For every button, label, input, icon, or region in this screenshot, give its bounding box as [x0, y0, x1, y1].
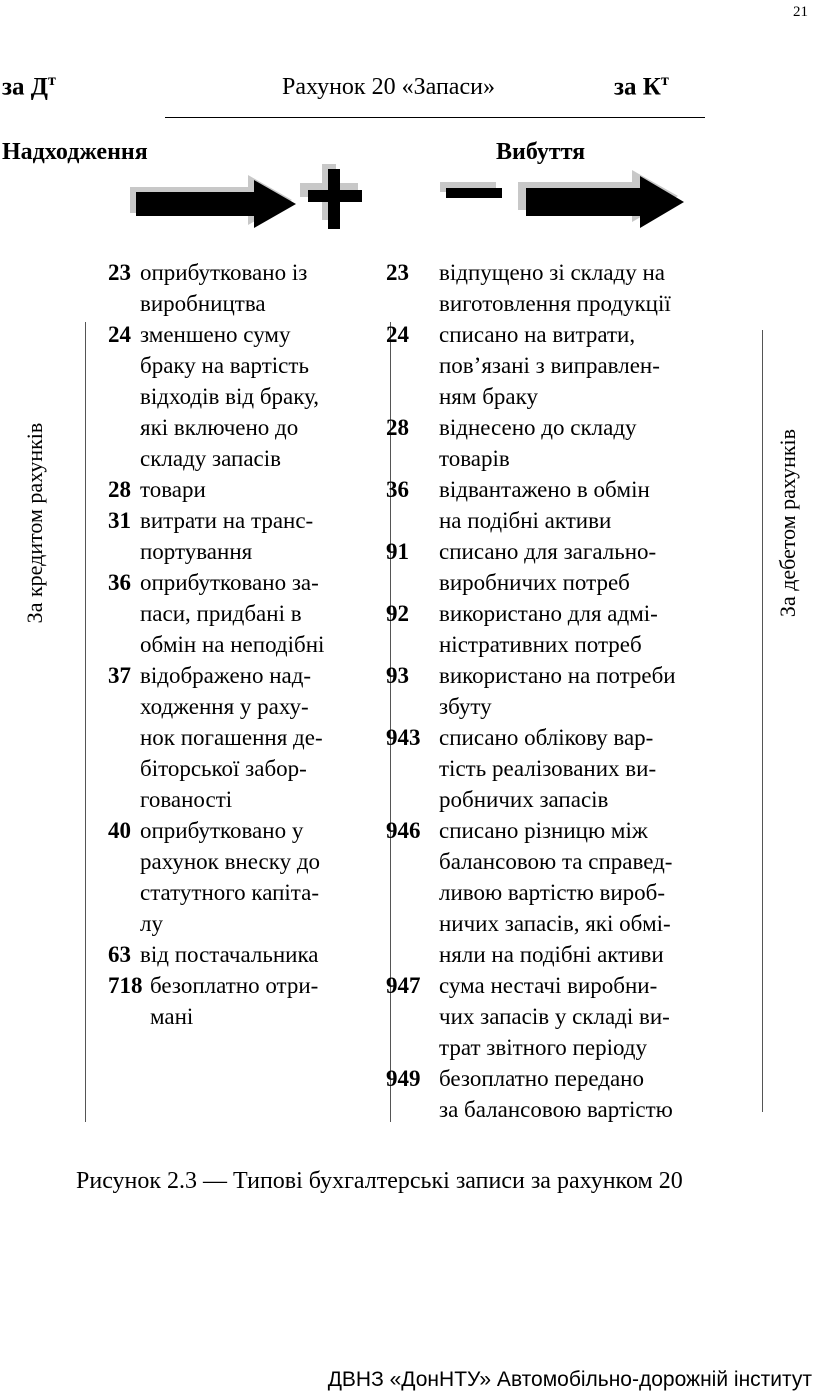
entry-line: ням браку	[439, 384, 538, 409]
entry-text	[386, 598, 746, 660]
entry-line: відпущено зі складу на	[439, 260, 666, 285]
entry-text	[386, 257, 746, 319]
entry-row	[386, 536, 746, 598]
entry-row	[386, 970, 746, 1063]
entry-line: на подібні активи	[439, 508, 612, 533]
account-number: 23	[386, 260, 409, 285]
account-number: 36	[386, 477, 409, 502]
entry-line: виготовлення продукції	[439, 291, 671, 316]
account-number: 92	[386, 601, 409, 626]
right-side-label: За дебетом рахунків	[775, 428, 800, 618]
entry-line: няли на подібні активи	[439, 942, 664, 967]
left-arrow-icon	[130, 175, 296, 228]
entry-line: безоплатно передано	[439, 1066, 644, 1091]
entry-row	[386, 722, 746, 815]
entry-text	[108, 970, 378, 1032]
entry-line: сума нестачі виробни-	[439, 973, 658, 998]
entry-line: за балансовою вартістю	[439, 1097, 673, 1122]
entry-row	[386, 598, 746, 660]
entry-line: браку на вартість	[140, 353, 309, 378]
entry-line: паси, придбані в	[140, 601, 302, 626]
entry-line: ничих запасів, які обмі-	[439, 911, 671, 936]
entry-text	[386, 970, 746, 1063]
entry-row	[108, 257, 378, 319]
entry-line: обмін на неподібні	[140, 632, 325, 657]
entry-line: балансовою та справед-	[439, 849, 673, 874]
entry-line: використано на потреби	[439, 663, 676, 688]
entry-row	[108, 939, 378, 970]
entry-text	[386, 1063, 746, 1125]
left-side-label: За кредитом рахунків	[22, 422, 47, 624]
entry-row	[386, 319, 746, 412]
entry-line: відходів від браку,	[140, 384, 320, 409]
entry-line: збуту	[439, 694, 492, 719]
entry-line: списано різницю між	[439, 818, 648, 843]
account-number: 40	[108, 818, 131, 843]
entry-row	[108, 505, 378, 567]
account-number: 23	[108, 260, 131, 285]
account-title: Рахунок 20 «Запаси»	[282, 74, 495, 100]
account-number: 63	[108, 942, 131, 967]
entry-line: лу	[140, 911, 163, 936]
entry-line: рахунок внеску до	[140, 849, 321, 874]
account-number: 946	[386, 818, 421, 843]
figure-caption: Рисунок 2.3 — Типові бухгалтерські записи за рахунком 20	[76, 1168, 683, 1194]
entry-line: відвантажено в обмін	[439, 477, 650, 502]
entry-line: зменшено суму	[140, 322, 291, 347]
entry-row	[386, 412, 746, 474]
credit-header	[614, 72, 669, 101]
entry-line: безоплатно отри-	[150, 973, 319, 998]
entry-row	[386, 474, 746, 536]
entry-text	[108, 939, 378, 970]
entry-text	[108, 257, 378, 319]
entry-line: віднесено до складу	[439, 415, 637, 440]
entry-line: списано для загально-	[439, 539, 657, 564]
account-number: 37	[108, 663, 131, 688]
entry-line: оприбутковано за-	[140, 570, 319, 595]
entry-line: ливою вартістю вироб-	[439, 880, 666, 905]
right-arrow-icon	[518, 170, 684, 228]
entry-line: трат звітного періоду	[439, 1035, 647, 1060]
entry-text	[386, 815, 746, 970]
left-divider	[85, 322, 86, 1122]
account-number: 36	[108, 570, 131, 595]
entry-text	[386, 536, 746, 598]
entry-text	[108, 815, 378, 939]
minus-icon	[440, 182, 502, 198]
entry-row	[386, 257, 746, 319]
account-number: 947	[386, 973, 421, 998]
account-number: 91	[386, 539, 409, 564]
entry-text	[108, 567, 378, 660]
plus-icon	[300, 164, 362, 229]
debit-entries-list	[108, 257, 378, 1032]
entry-line: виробничих потреб	[439, 570, 630, 595]
entry-text	[108, 660, 378, 815]
entry-line: статутного капіта-	[140, 880, 320, 905]
credit-entries-list	[386, 257, 746, 1125]
entry-line: біторської забор-	[140, 756, 307, 781]
debit-label: за Д	[2, 73, 48, 101]
outgo-title: Вибуття	[496, 139, 586, 165]
entry-line: нок погашення де-	[140, 725, 323, 750]
account-number: 24	[108, 322, 131, 347]
entry-line: пов’язані з виправлен-	[439, 353, 660, 378]
entry-row	[386, 1063, 746, 1125]
entry-line: гованості	[140, 787, 233, 812]
entry-line: використано для адмі-	[439, 601, 658, 626]
entry-line: які включено до	[140, 415, 299, 440]
entry-row	[108, 319, 378, 474]
entry-line: товари	[140, 477, 206, 502]
entry-line: робничих запасів	[439, 787, 609, 812]
income-title: Надходження	[2, 139, 148, 165]
credit-label: за К	[614, 73, 661, 101]
account-number: 28	[386, 415, 409, 440]
entry-text	[386, 412, 746, 474]
entry-row	[386, 815, 746, 970]
account-number: 28	[108, 477, 131, 502]
account-number: 31	[108, 508, 131, 533]
footer-institute: ДВНЗ «ДонНТУ» Автомобільно-дорожній інститут	[327, 1368, 812, 1391]
entry-row	[108, 660, 378, 815]
account-number: 93	[386, 663, 409, 688]
entry-text	[386, 474, 746, 536]
entry-line: складу запасів	[140, 446, 281, 471]
entry-text	[386, 319, 746, 412]
credit-sup: т	[660, 72, 669, 89]
entry-line: мані	[150, 1004, 194, 1029]
entry-line: відображено над-	[140, 663, 312, 688]
right-divider	[762, 330, 763, 1112]
entry-row	[108, 970, 378, 1032]
title-underline	[165, 117, 705, 118]
entry-line: тість реалізованих ви-	[439, 756, 657, 781]
entry-line: оприбутковано із	[140, 260, 308, 285]
entry-line: оприбутковано у	[140, 818, 304, 843]
entry-row	[108, 815, 378, 939]
entry-line: списано облікову вар-	[439, 725, 654, 750]
debit-header	[2, 72, 56, 101]
account-number: 949	[386, 1066, 421, 1091]
entry-line: від постачальника	[140, 942, 319, 967]
account-number: 718	[108, 973, 143, 998]
entry-line: товарів	[439, 446, 510, 471]
entry-row	[108, 474, 378, 505]
account-number: 943	[386, 725, 421, 750]
entry-line: портування	[140, 539, 253, 564]
entry-text	[386, 660, 746, 722]
account-number: 24	[386, 322, 409, 347]
entry-text	[108, 505, 378, 567]
entry-line: списано на витрати,	[439, 322, 636, 347]
entry-row	[108, 567, 378, 660]
entry-text	[108, 319, 378, 474]
entry-text	[108, 474, 378, 505]
entry-line: ністративних потреб	[439, 632, 642, 657]
debit-sup: т	[48, 72, 56, 89]
entry-line: витрати на транс-	[140, 508, 314, 533]
entry-row	[386, 660, 746, 722]
arrows-graphic	[0, 160, 816, 240]
page-number: 21	[793, 4, 808, 20]
entry-line: виробництва	[140, 291, 266, 316]
entry-text	[386, 722, 746, 815]
entry-line: чих запасів у складі ви-	[439, 1004, 670, 1029]
entry-line: ходження у раху-	[140, 694, 309, 719]
